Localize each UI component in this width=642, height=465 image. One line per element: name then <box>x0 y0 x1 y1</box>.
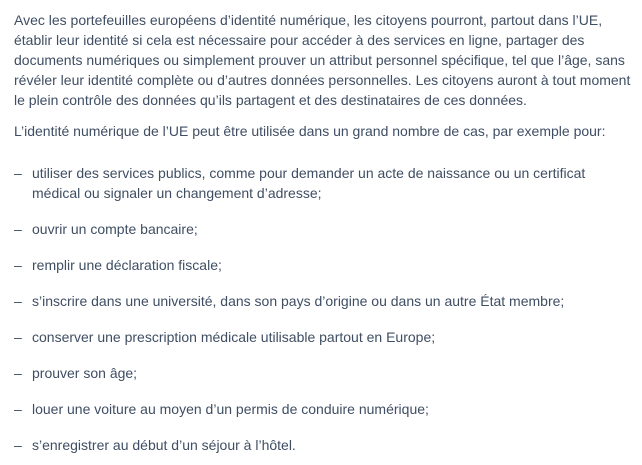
list-item-text: s’inscrire dans une université, dans son pays d’origine ou dans un autre État membre; <box>32 293 565 309</box>
list-item-text: ouvrir un compte bancaire; <box>32 221 198 237</box>
dash-marker: – <box>14 437 22 453</box>
list-item-text: s’enregistrer au début d’un séjour à l’hôtel. <box>32 437 296 453</box>
dash-marker: – <box>14 293 22 309</box>
list-item <box>14 255 636 275</box>
intro-paragraph: Avec les portefeuilles européens d’identité numérique, les citoyens pourront, partout dans l’UE, établir leur identité si cela est nécessaire pour accéder à des services en ligne, partager des documents numériques ou simplement prouver un attribut personnel spécifique, tel que l’âge, sans révéler leur identité complète ou d’autres données personnelles. Les citoyens auront à tout moment le plein contrôle des données qu’ils partagent et des destinataires de ces données. <box>14 12 631 108</box>
list-item <box>14 363 636 383</box>
use-cases-lead-in: L’identité numérique de l’UE peut être utilisée dans un grand nombre de cas, par exemple pour: <box>14 123 606 139</box>
list-item-text: conserver une prescription médicale utilisable partout en Europe; <box>32 329 436 345</box>
dash-marker: – <box>14 329 22 345</box>
list-item <box>14 399 636 419</box>
list-item-text: louer une voiture au moyen d’un permis de conduire numérique; <box>32 401 429 417</box>
list-item <box>14 219 636 239</box>
dash-marker: – <box>14 165 22 181</box>
use-case-list <box>14 163 636 455</box>
list-item-text: remplir une déclaration fiscale; <box>32 257 222 273</box>
list-item-text: utiliser des services publics, comme pour demander un acte de naissance ou un certificat médical ou signaler un changement d’adresse; <box>32 165 586 201</box>
dash-marker: – <box>14 401 22 417</box>
list-item <box>14 327 636 347</box>
list-item <box>14 291 636 311</box>
dash-marker: – <box>14 257 22 273</box>
list-item-text: prouver son âge; <box>32 365 138 381</box>
list-item <box>14 163 636 203</box>
list-item <box>14 435 636 455</box>
dash-marker: – <box>14 365 22 381</box>
dash-marker: – <box>14 221 22 237</box>
